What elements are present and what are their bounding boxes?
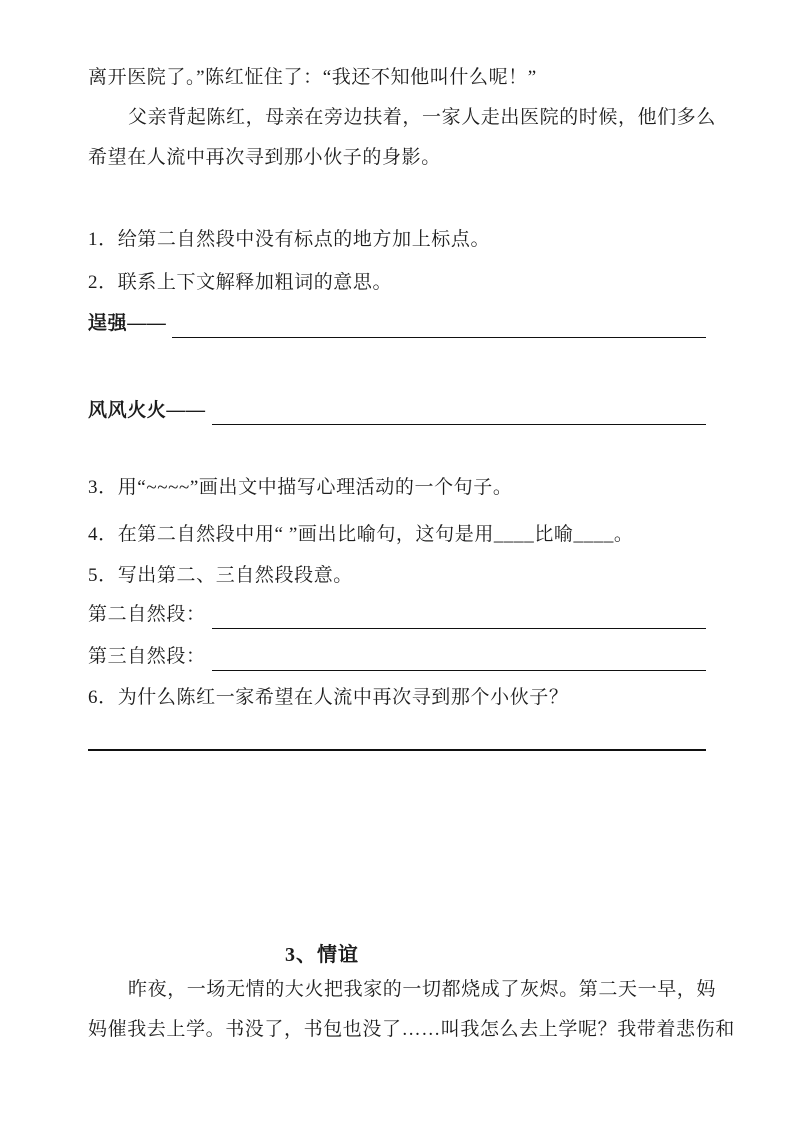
question-2: 2．联系上下文解释加粗词的意思。 — [88, 272, 393, 293]
answer-underline-full — [88, 749, 706, 751]
question-4: 4．在第二自然段中用“ ”画出比喻句，这句是用____比喻____。 — [88, 524, 634, 545]
paragraph-label: 第三自然段： — [88, 646, 206, 667]
paragraph-summary-row-3 — [88, 644, 706, 671]
bold-word-label: 风风火火—— — [88, 400, 206, 421]
answer-underline — [172, 311, 706, 338]
question-6: 6．为什么陈红一家希望在人流中再次寻到那个小伙子？ — [88, 687, 569, 708]
passage-line: 希望在人流中再次寻到那小伙子的身影。 — [88, 147, 441, 168]
passage-line: 昨夜，一场无情的大火把我家的一切都烧成了灰烬。第二天一早，妈 — [128, 979, 717, 1000]
answer-underline — [212, 644, 706, 671]
word-definition-row-2 — [88, 398, 706, 425]
bold-word-label: 逞强—— — [88, 313, 167, 334]
passage-line: 妈催我去上学。书没了，书包也没了……叫我怎么去上学呢？我带着悲伤和 — [88, 1019, 735, 1040]
answer-underline — [212, 398, 706, 425]
paragraph-summary-row-2 — [88, 602, 706, 629]
passage-line: 离开医院了。”陈红怔住了：“我还不知他叫什么呢！” — [88, 67, 537, 88]
passage-line: 父亲背起陈红，母亲在旁边扶着，一家人走出医院的时候，他们多么 — [128, 107, 717, 128]
page-content — [88, 0, 735, 1122]
answer-underline — [212, 602, 706, 629]
question-1: 1．给第二自然段中没有标点的地方加上标点。 — [88, 229, 491, 250]
question-5: 5．写出第二、三自然段段意。 — [88, 565, 353, 586]
section-title: 3、情谊 — [285, 944, 359, 966]
word-definition-row-1 — [88, 311, 706, 338]
question-3: 3．用“~~~~”画出文中描写心理活动的一个句子。 — [88, 477, 513, 498]
paragraph-label: 第二自然段： — [88, 604, 206, 625]
